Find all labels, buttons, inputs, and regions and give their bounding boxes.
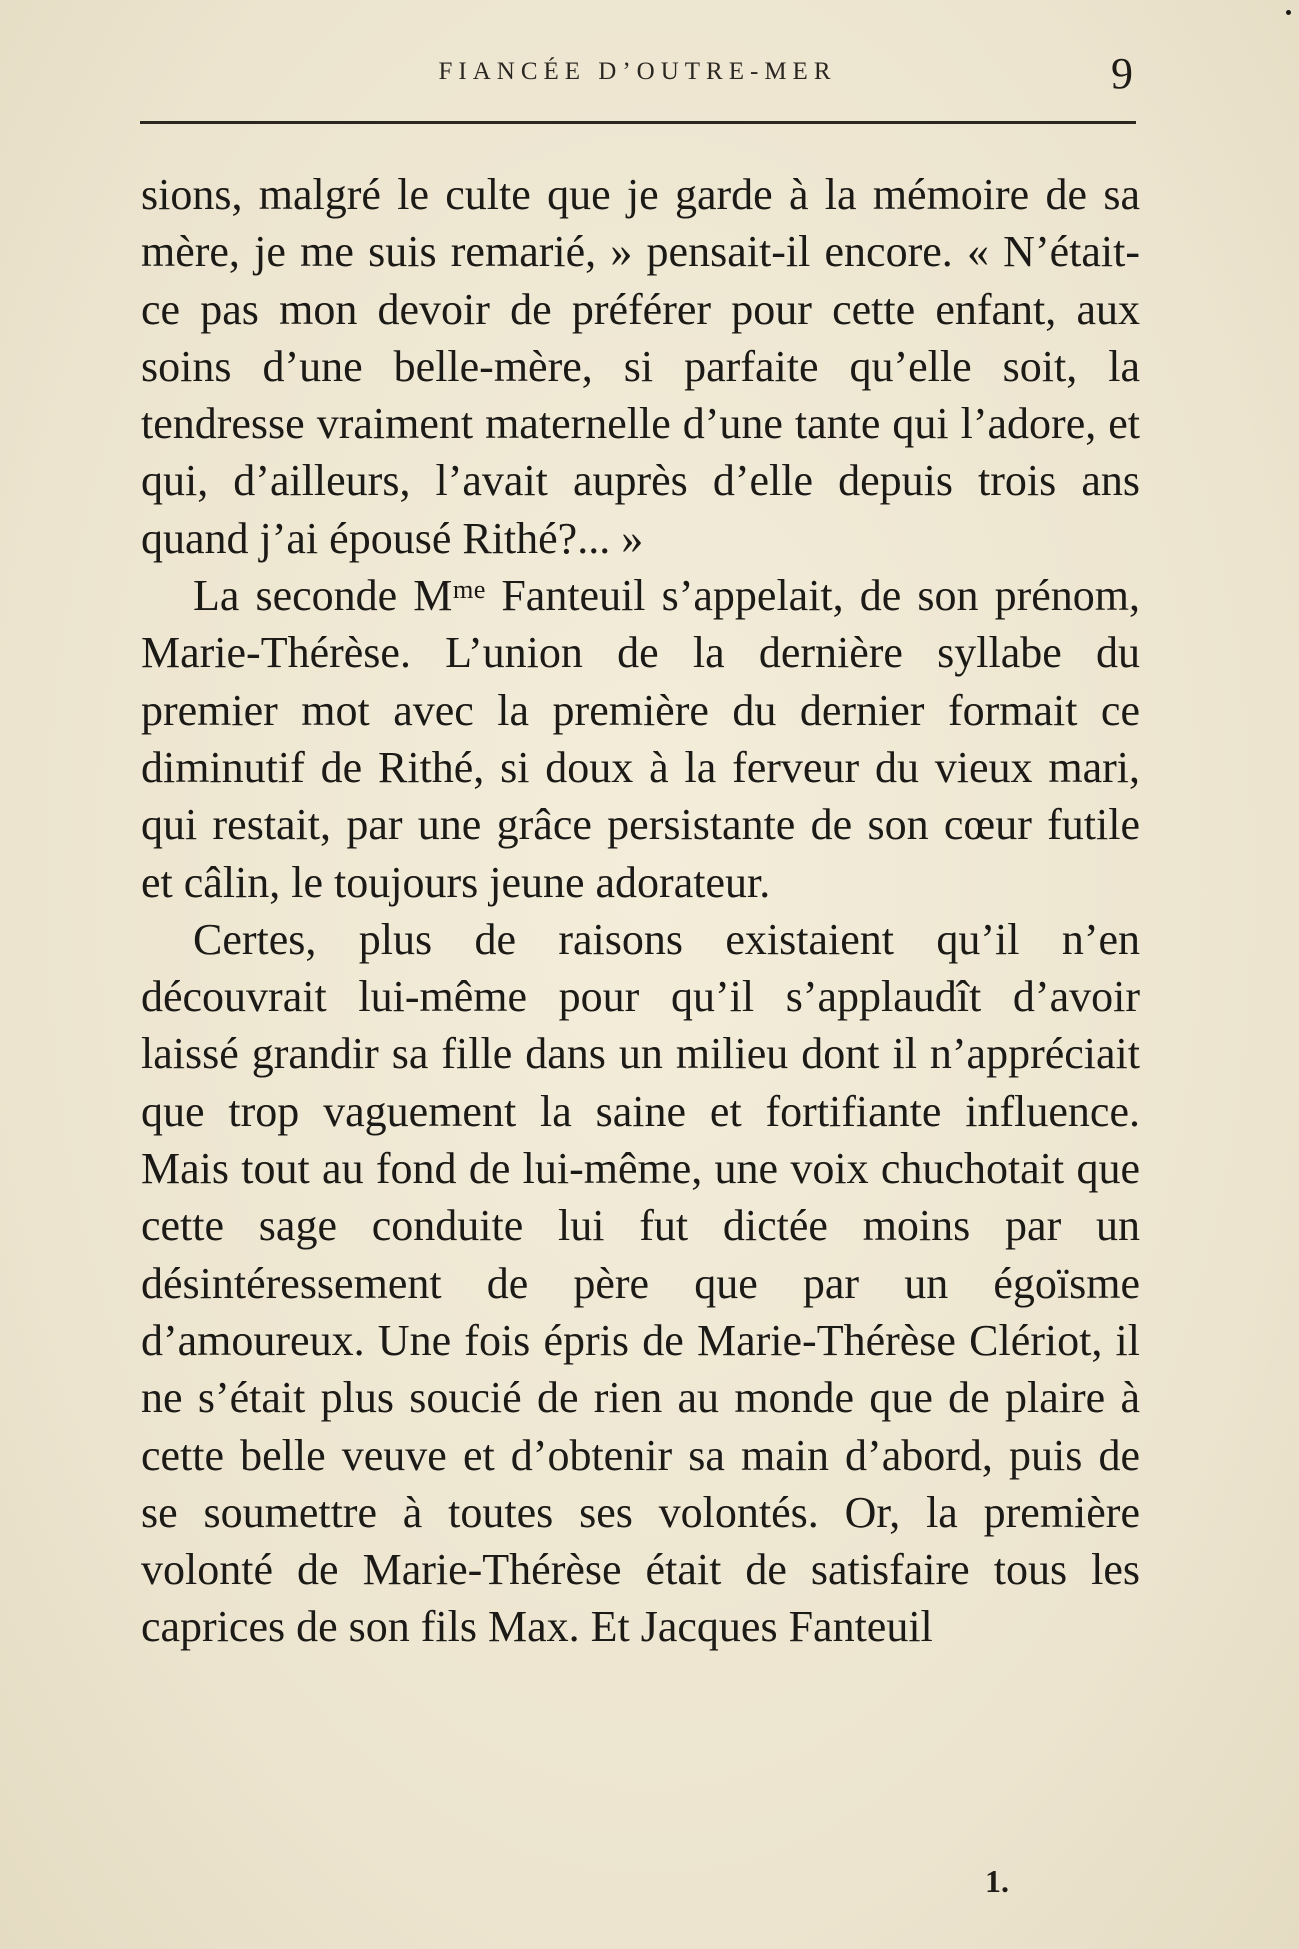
paragraph: sions, malgré le culte que je garde à la mémoire de sa mère, je me suis remarié, » pensait-il encore. « N’était-ce pas mon devoir de préférer pour cette enfant, aux soins d’une belle-mère, si parfaite qu’elle soit, la tendresse vraiment maternelle d’une tante qui l’adore, et qui, d’ailleurs, l’avait auprès d’elle depuis trois ans quand j’ai épousé Rithé?... »: [141, 170, 1140, 563]
signature-mark: 1.: [985, 1863, 1009, 1899]
paragraph: Certes, plus de raisons existaient qu’il n’en découvrait lui-même pour qu’il s’applaudît d’avoir laissé grandir sa fille dans un milieu dont il n’appréciait que trop vaguement la saine et fortifiante influence. Mais tout au fond de lui-même, une voix chuchotait que cette sage conduite lui fut dictée moins par un désintéressement de père que par un égoïsme d’amoureux. Une fois épris de Marie-Thérèse Clériot, il ne s’était plus soucié de rien au monde que de plaire à cette belle veuve et d’obtenir sa main d’abord, puis de se soumettre à toutes ses volontés. Or, la première volonté de Marie-Thérèse était de satisfaire tous les caprices de son fils Max. Et Jacques Fanteuil: [141, 914, 1140, 1652]
running-head: [140, 48, 1135, 108]
body-text: [141, 166, 1140, 1656]
ink-speck: [1286, 10, 1291, 15]
running-title: FIANCÉE D’OUTRE-MER: [438, 58, 837, 85]
header-rule: [140, 121, 1136, 124]
page-number: 9: [1111, 49, 1133, 98]
paragraph: La seconde Mᵐᵉ Fanteuil s’appelait, de son prénom, Marie-Thérèse. L’union de la dernière syllabe du premier mot avec la première du dernier formait ce diminutif de Rithé, si doux à la ferveur du vieux mari, qui restait, par une grâce persistante de son cœur futile et câlin, le toujours jeune adorateur.: [141, 571, 1140, 907]
